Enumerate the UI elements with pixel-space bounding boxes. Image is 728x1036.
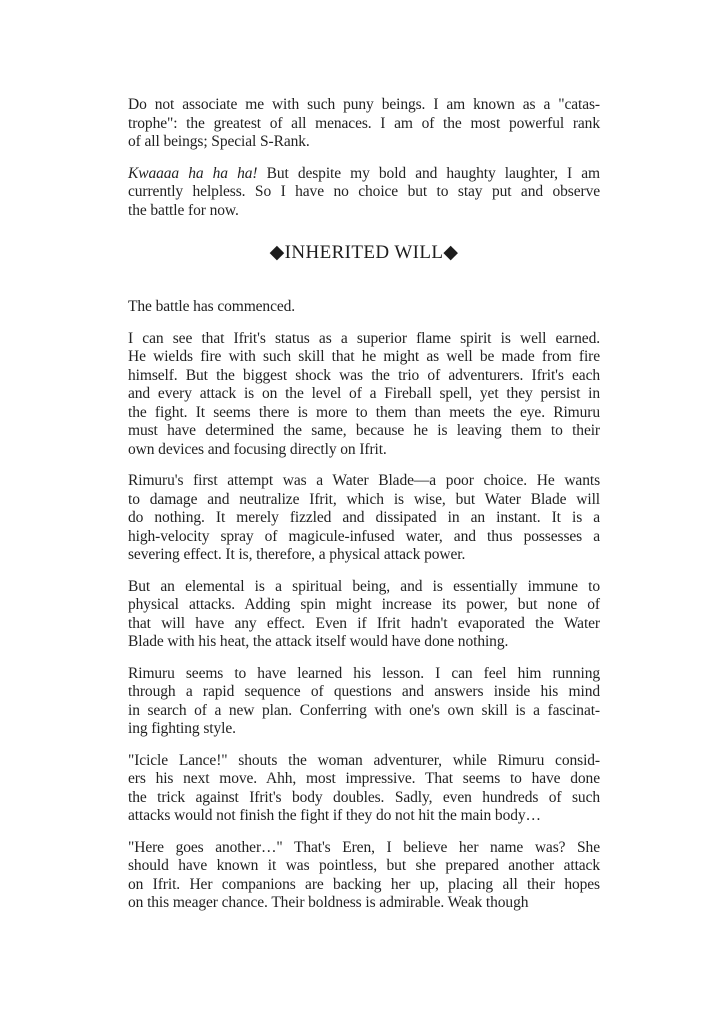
text-line: through a rapid sequence of questions and answers inside his mind [128,683,600,700]
text-line: I can see that Ifrit's status as a superior flame spirit is well earned. [128,329,600,347]
text-line: high-velocity spray of magicule-infused water, and thus possesses a [128,527,600,545]
paragraph [128,578,600,652]
text-line: Kwaaaa ha ha ha! But despite my bold and haughty laughter, I am [128,164,600,182]
text-line: "Icicle Lance!" shouts the woman adventurer, while Rimuru consid- [128,751,600,769]
text-line: to damage and neutralize Ifrit, which is wise, but Water Blade will [128,490,600,508]
paragraph [128,165,600,221]
text-line: attacks would not finish the fight if they do not hit the main body… [128,807,541,824]
text-line: He wields fire with such skill that he might as well be made from fire [128,348,600,365]
text-line: The battle has commenced. [128,298,296,315]
text-line: must have determined the same, because he is leaving them to their [128,422,600,439]
text-line: on this meager chance. Their boldness is admirable. Weak though [128,894,529,911]
text-line: ers his next move. Ahh, most impressive. That seems to have done [128,770,600,787]
text-line: severing effect. It is, therefore, a physical attack power. [128,546,466,563]
text-line: But an elemental is a spiritual being, and is essentially immune to [128,577,600,595]
text-line: ing fighting style. [128,720,236,737]
paragraph [128,330,600,460]
text-line: and every attack is on the level of a Fireball spell, yet they persist in [128,385,600,402]
paragraph [128,96,600,152]
text-line: himself. But the biggest shock was the trio of adventurers. Ifrit's each [128,366,600,384]
paragraph [128,752,600,826]
text-line: currently helpless. So I have no choice but to stay put and observe [128,183,600,200]
text-line: the trick against Ifrit's body doubles. Sadly, even hundreds of such [128,788,600,806]
text-column [128,96,600,926]
text-line: the battle for now. [128,201,239,219]
text-line: of all beings; Special S-Rank. [128,133,310,150]
text-line: that will have any effect. Even if Ifrit hadn't evaporated the Water [128,614,600,632]
paragraph [128,472,600,565]
text-line: should have known it was pointless, but she prepared another attack [128,857,600,874]
text-line: Blade with his heat, the attack itself would have done nothing. [128,633,509,650]
text-line: trophe": the greatest of all menaces. I am of the most powerful rank [128,114,600,132]
text-line: on Ifrit. Her companions are backing her up, placing all their hopes [128,875,600,893]
text-line: physical attacks. Adding spin might increase its power, but none of [128,596,600,613]
text-line: the fight. It seems there is more to them than meets the eye. Rimuru [128,403,600,421]
text-line: do nothing. It merely fizzled and dissipated in an instant. It is a [128,509,600,526]
text-line: Do not associate me with such puny beings. I am known as a "catas- [128,96,600,113]
text-line: Rimuru seems to have learned his lesson. I can feel him running [128,664,600,682]
text-line: own devices and focusing directly on Ifrit. [128,440,387,458]
paragraph [128,665,600,739]
text-line: Rimuru's first attempt was a Water Blade—a poor choice. He wants [128,472,600,489]
text-line: "Here goes another…" That's Eren, I believe her name was? She [128,838,600,856]
paragraph [128,839,600,913]
italic-text: Kwaaaa ha ha ha! [128,164,258,182]
section-heading: ◆INHERITED WILL◆ [269,242,459,263]
text-line: in search of a new plan. Conferring with one's own skill is a fascinat- [128,701,600,719]
paragraph [128,298,600,317]
